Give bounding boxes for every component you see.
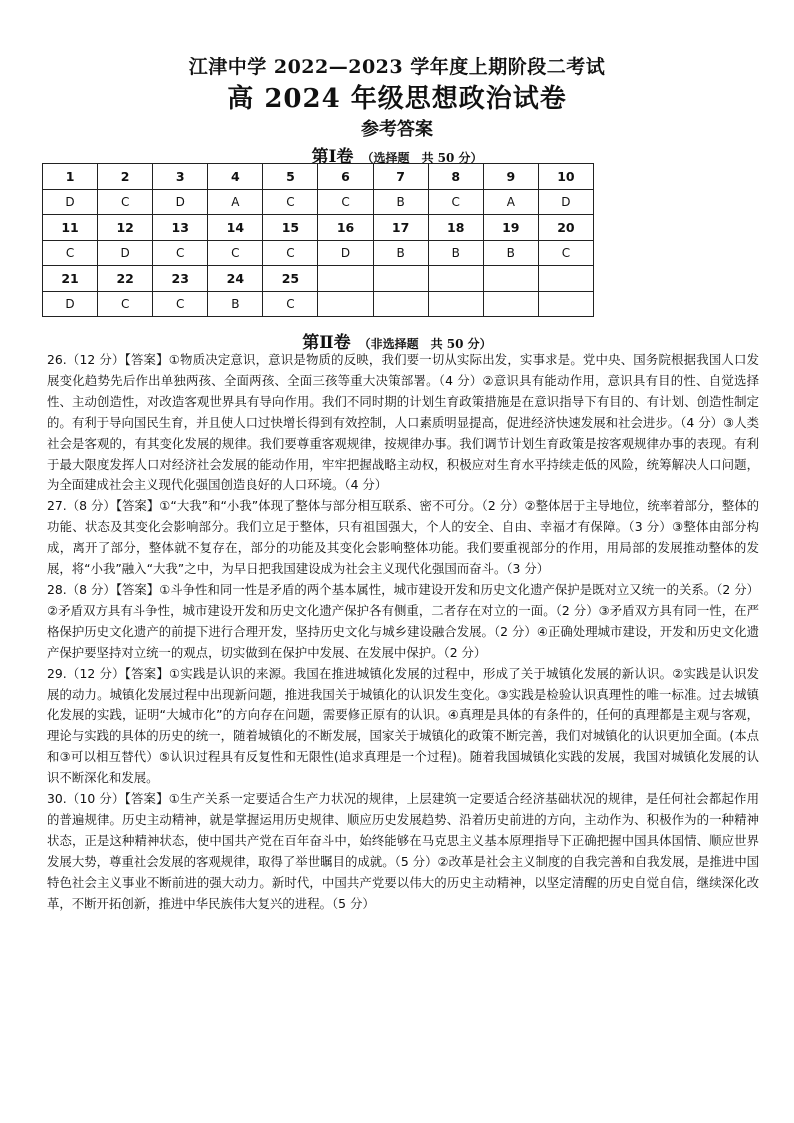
answer-letter-cell: B [483, 240, 538, 266]
section-1-subtitle: （选择题 共 50 分） [361, 151, 483, 165]
question-number-cell [318, 266, 373, 292]
question-number-cell: 22 [98, 266, 153, 292]
answer-letter-cell: C [153, 240, 208, 266]
exam-subtitle: 高 2024 年级思想政治试卷 [227, 84, 567, 114]
question-number-cell: 2 [98, 164, 153, 190]
answer-body [47, 350, 759, 914]
question-number-cell: 19 [483, 215, 538, 241]
answer-27: 27.（8 分）【答案】①“大我”和“小我”体现了整体与部分相互联系、密不可分。（2 分）②整体居于主导地位，统率着部分，整体的功能、状态及其变化会影响部分。我们立足于整体，只有祖国强大，个人的安全、自由、幸福才有保障。（3 分）③整体由部分构成，离开了部分，整体就不复存在，部分的功能及其变化会影响整体功能。我们要重视部分的作用，用局部的发展推动整体的发展，将“小我”融入“大我”之中，为早日把我国建设成为社会主义现代化强国而奋斗。（3 分） [47, 498, 759, 577]
answer-letter-cell: B [373, 189, 428, 215]
question-number-cell: 13 [153, 215, 208, 241]
section-1-title: 第Ⅰ卷 [311, 147, 354, 167]
question-number-cell: 9 [483, 164, 538, 190]
question-number-cell: 17 [373, 215, 428, 241]
answer-letter-cell [483, 291, 538, 317]
question-number-row [43, 164, 594, 190]
question-number-cell: 23 [153, 266, 208, 292]
answer-letter-cell: D [98, 240, 153, 266]
answer-letter-row [43, 240, 594, 266]
answer-letter-cell: D [43, 291, 98, 317]
question-number-cell: 24 [208, 266, 263, 292]
answer-28: 28.（8 分）【答案】①斗争性和同一性是矛盾的两个基本属性，城市建设开发和历史文化遗产保护是既对立又统一的关系。（2 分）②矛盾双方具有斗争性，城市建设开发和历史文化遗产保护各有侧重，二者存在对立的一面。（2 分）③矛盾双方具有同一性，在严格保护历史文化遗产的前提下进行合理开发，坚持历史文化与城乡建设融合发展。（2 分）④正确处理城市建设，开发和历史文化遗产保护要坚持对立统一的观点，切实做到在保护中发展、在发展中保护。（2 分） [47, 581, 759, 660]
question-number-row [43, 266, 594, 292]
answer-letter-cell: D [153, 189, 208, 215]
question-number-cell: 6 [318, 164, 373, 190]
question-number-cell: 4 [208, 164, 263, 190]
answer-letter-cell: C [263, 291, 318, 317]
answer-letter-cell: C [98, 189, 153, 215]
question-number-cell: 5 [263, 164, 318, 190]
answer-letter-cell: A [208, 189, 263, 215]
answer-letter-cell: C [538, 240, 593, 266]
answer-letter-row [43, 189, 594, 215]
answer-letter-cell: B [208, 291, 263, 317]
question-number-cell: 25 [263, 266, 318, 292]
answer-letter-cell: C [98, 291, 153, 317]
question-number-cell: 7 [373, 164, 428, 190]
question-number-cell: 20 [538, 215, 593, 241]
answer-letter-cell: A [483, 189, 538, 215]
question-number-cell: 1 [43, 164, 98, 190]
answer-letter-cell: D [538, 189, 593, 215]
question-number-cell: 10 [538, 164, 593, 190]
question-number-cell: 11 [43, 215, 98, 241]
answer-key-heading: 参考答案 [361, 119, 433, 140]
answer-letter-cell: C [263, 189, 318, 215]
answer-letter-cell: C [318, 189, 373, 215]
question-number-cell: 3 [153, 164, 208, 190]
question-number-row [43, 215, 594, 241]
answer-letter-cell: C [263, 240, 318, 266]
answer-letter-cell [428, 291, 483, 317]
answer-letter-cell: D [43, 189, 98, 215]
exam-title: 江津中学 2022—2023 学年度上期阶段二考试 [188, 56, 606, 78]
question-number-cell: 8 [428, 164, 483, 190]
question-number-cell: 18 [428, 215, 483, 241]
answer-letter-cell: B [373, 240, 428, 266]
answer-letter-cell: C [208, 240, 263, 266]
answer-26: 26.（12 分）【答案】①物质决定意识，意识是物质的反映，我们要一切从实际出发，实事求是。党中央、国务院根据我国人口发展变化趋势先后作出单独两孩、全面两孩、全面三孩等重大决策部署。（4 分）②意识具有能动作用，意识具有目的性、自觉选择性、主动创造性，对改造客观世界具有导向作用。我们不同时期的计划生育政策措施是在意识指导下有目的、有计划、创造性制定的。有利于导向国民生育，并且使人口过快增长得到有效控制，人口素质明显提高，促进经济快速发展和社会进步。（4 分）③人类社会是客观的，有其变化发展的规律。我们要尊重客观规律，按规律办事。我们调节计划生育政策是按客观规律办事的表现。有利于最大限度发挥人口对经济社会发展的能动作用，牢牢把握战略主动权，积极应对生育水平持续走低的风险，统筹解决人口问题，为全面建成社会主义现代化强国创造良好的人口环境。（4 分） [47, 352, 759, 493]
question-number-cell [538, 266, 593, 292]
answer-letter-cell [318, 291, 373, 317]
question-number-cell [483, 266, 538, 292]
question-number-cell: 15 [263, 215, 318, 241]
answer-letter-cell [373, 291, 428, 317]
answer-letter-cell: C [153, 291, 208, 317]
answer-letter-cell: C [43, 240, 98, 266]
answer-letter-cell: B [428, 240, 483, 266]
question-number-cell: 21 [43, 266, 98, 292]
answer-30: 30.（10 分）【答案】①生产关系一定要适合生产力状况的规律，上层建筑一定要适合经济基础状况的规律，是任何社会都起作用的普遍规律。历史主动精神，就是掌握运用历史规律、顺应历史发展趋势、沿着历史前进的方向，主动作为、积极作为的一种精神状态，正是这种精神状态，使中国共产党在百年奋斗中，始终能够在马克思主义基本原理指导下正确把握中国具体国情、顺应世界发展大势，尊重社会发展的客观规律，取得了举世瞩目的成就。（5 分）②改革是社会主义制度的自我完善和自我发展，是推进中国特色社会主义事业不断前进的强大动力。新时代，中国共产党要以伟大的历史主动精神，以坚定清醒的历史自觉自信，继续深化改革，不断开拓创新，推进中华民族伟大复兴的进程。（5 分） [47, 791, 759, 911]
answer-letter-row [43, 291, 594, 317]
answer-29: 29.（12 分）【答案】①实践是认识的来源。我国在推进城镇化发展的过程中，形成了关于城镇化发展的新认识。②实践是认识发展的动力。城镇化发展过程中出现新问题，推进我国关于城镇化的认识发生变化。③实践是检验认识真理性的唯一标准。过去城镇化发展的实践，证明“大城市化”的方向存在问题，需要修正原有的认识。④真理是具体的有条件的，任何的真理都是主观与客观，理论与实践的具体的历史的统一，随着城镇化的不断发展，国家关于城镇化的政策不断完善，我们对城镇化的认识更加全面。(本点和③可以相互替代）⑤认识过程具有反复性和无限性(追求真理是一个过程)。随着我国城镇化实践的发展，我国对城镇化发展的认识不断深化和发展。 [47, 665, 759, 786]
question-number-cell [428, 266, 483, 292]
question-number-cell: 16 [318, 215, 373, 241]
answer-letter-cell: D [318, 240, 373, 266]
answer-letter-cell: C [428, 189, 483, 215]
section-2-title: 第Ⅱ卷 [302, 333, 351, 353]
answer-letter-cell [538, 291, 593, 317]
question-number-cell: 12 [98, 215, 153, 241]
question-number-cell [373, 266, 428, 292]
section-2-subtitle: （非选择题 共 50 分） [358, 337, 492, 351]
choice-answer-table [42, 163, 594, 317]
question-number-cell: 14 [208, 215, 263, 241]
